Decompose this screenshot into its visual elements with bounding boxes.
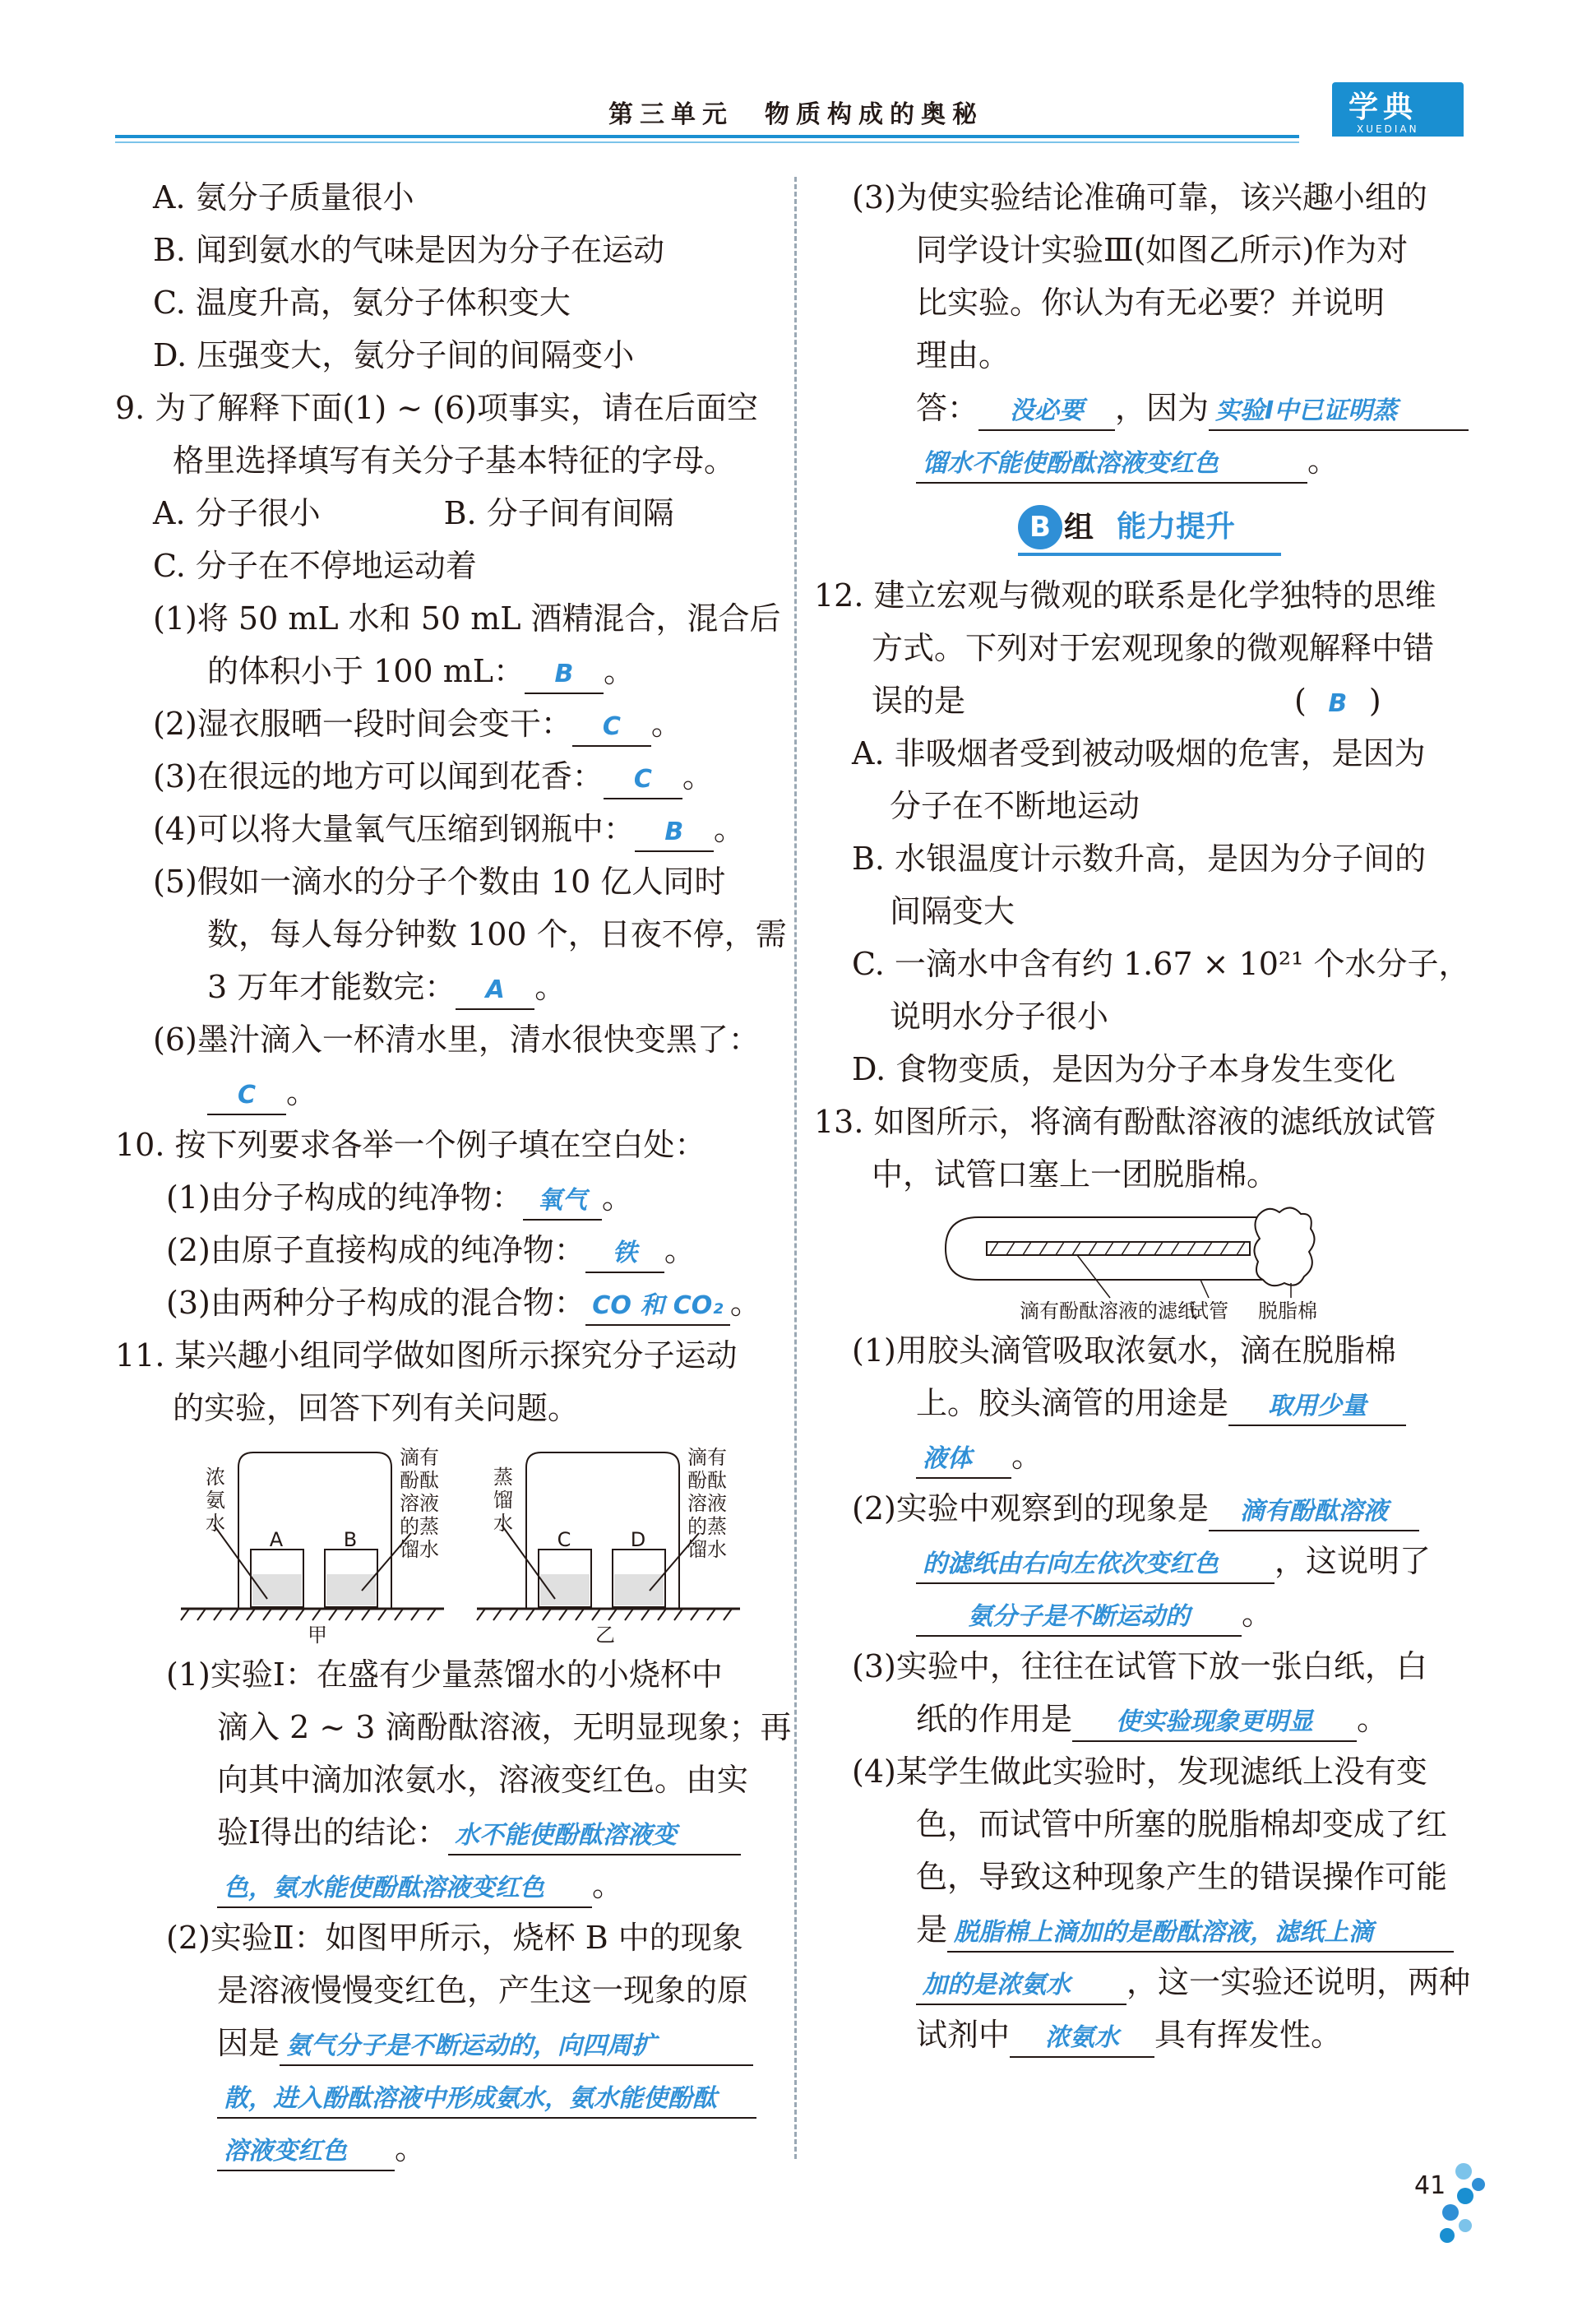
q11-figure-svg (115, 1434, 773, 1648)
q11-part3-cont3: 理由。 (916, 337, 1011, 373)
test-tube (946, 1217, 1274, 1280)
q13-part4-cont4 (814, 1956, 1484, 2008)
q13-part2-text: (2)实验中观察到的现象是 (852, 1490, 1209, 1526)
q9-item-6-cont: C 。 (115, 1066, 773, 1119)
q10-item-1: (1)由分子构成的纯净物： 氧气 。 (115, 1171, 773, 1224)
q11-part3-answer (814, 382, 1484, 434)
q13-answer-4a: 脱脂棉上滴加的是酚酞溶液，滤纸上滴 (947, 1915, 1454, 1953)
brand-logo-text: 学典 (1349, 90, 1418, 124)
section-title: 能力提升 (1117, 510, 1236, 544)
q13-part1: (1)用胶头滴管吸取浓氨水，滴在脱脂棉 (852, 1332, 1396, 1369)
label-phenol-left-3: 溶液 (400, 1492, 439, 1515)
q11-part1-cont4: 色，氨水能使酚酞溶液变红色 。 (115, 1859, 773, 1911)
q13-part3-cont: 纸的作用是 使实验现象更明显 。 (814, 1693, 1484, 1745)
q9-item-3: (3)在很远的地方可以闻到花香： C 。 (115, 750, 773, 803)
header-rule-thin (115, 141, 1299, 143)
q10-stem: 10. 按下列要求各举一个例子填在空白处： (115, 1127, 706, 1163)
q12-option-a: A. 非吸烟者受到被动吸烟的危害，是因为 (852, 735, 1426, 771)
q11-answer-3a: 没必要 (978, 393, 1115, 431)
q10-item-3: (3)由两种分子构成的混合物： CO 和 CO₂ 。 (115, 1276, 773, 1329)
header-rule (115, 135, 1299, 138)
q9-item-5: (5)假如一滴水的分子个数由 10 亿人同时 (153, 864, 726, 900)
q9-item-2-text: (2)湿衣服晒一段时间会变干： (153, 706, 572, 742)
q13-answer-1a: 取用少量 (1228, 1388, 1406, 1426)
q13-part2-cont2: 氨分子是不断运动的 。 (814, 1587, 1484, 1640)
q9-answer-4: B (635, 814, 714, 852)
q10-item-1-text: (1)由分子构成的纯净物： (166, 1179, 523, 1216)
label-conc-ammonia-2: 氨 (206, 1489, 225, 1512)
q13-part4-cont2: 色，导致这种现象产生的错误操作可能 (916, 1859, 1448, 1895)
caption-jia: 甲 (308, 1624, 327, 1647)
q8-option-b: B. 闻到氨水的气味是因为分子在运动 (153, 232, 665, 268)
page-number: 41 (1414, 2171, 1446, 2200)
label-beaker-b: B (343, 1528, 358, 1551)
pointer-tube (1200, 1280, 1209, 1298)
q9-options-ab (115, 487, 773, 540)
label-beaker-d: D (630, 1528, 646, 1551)
q12-option-b: B. 水银温度计示数升高，是因为分子间的 (852, 841, 1427, 877)
label-distilled-2: 馏 (493, 1489, 513, 1512)
label-phenol-left-5: 馏水 (400, 1538, 439, 1561)
q13-figure (814, 1201, 1484, 1324)
q12-option-d: D. 食物变质，是因为分子本身发生变化 (852, 1051, 1396, 1087)
q11-stem: 11. 某兴趣小组同学做如图所示探究分子运动 (115, 1337, 738, 1374)
q13-part2-cont (814, 1535, 1484, 1587)
q9-item-1-text: 的体积小于 100 mL： (207, 653, 525, 689)
q9-item-1: (1)将 50 mL 水和 50 mL 酒精混合，混合后 (153, 600, 781, 637)
q11-part2-cont2 (115, 2017, 773, 2069)
q12-answer: B (1328, 689, 1348, 718)
q11-part1: (1)实验Ⅰ：在盛有少量蒸馏水的小烧杯中 (166, 1656, 723, 1693)
q13-stem-cont: 中，试管口塞上一团脱脂棉。 (872, 1156, 1279, 1193)
q11-part1-cont1: 滴入 2 ~ 3 滴酚酞溶液，无明显现象；再 (217, 1709, 792, 1745)
label-phenol-left-4: 的蒸 (400, 1515, 439, 1538)
label-distilled-3: 水 (493, 1512, 513, 1535)
right-column (814, 171, 1484, 2061)
q9-item-5-cont2: 3 万年才能数完： A 。 (115, 961, 773, 1013)
q9-answer-2: C (572, 709, 651, 747)
q11-part1-cont3 (115, 1806, 773, 1859)
left-column (115, 171, 792, 2175)
unit-title: 第三单元 物质构成的奥秘 (608, 100, 983, 129)
label-beaker-a: A (269, 1528, 284, 1551)
label-phenol-right-5: 馏水 (687, 1538, 727, 1561)
beaker-b-liquid (326, 1574, 376, 1605)
q10-item-2: (2)由原子直接构成的纯净物： 铁 。 (115, 1224, 773, 1276)
label-cotton: 脱脂棉 (1258, 1299, 1317, 1323)
q11-part2: (2)实验Ⅱ：如图甲所示，烧杯 B 中的现象 (166, 1920, 743, 1956)
q9-item-3-text: (3)在很远的地方可以闻到花香： (153, 758, 604, 795)
q9-answer-3: C (604, 762, 682, 799)
q10-item-3-text: (3)由两种分子构成的混合物： (166, 1285, 585, 1321)
q12-option-c: C. 一滴水中含有约 1.67 × 10²¹ 个水分子， (852, 946, 1470, 982)
label-beaker-c: C (557, 1528, 571, 1551)
q11-answer-1a: 水不能使酚酞溶液变 (448, 1818, 741, 1855)
label-test-tube: 试管 (1189, 1299, 1228, 1323)
q13-answer-4c: 浓氨水 (1010, 2020, 1154, 2058)
q11-part3: (3)为使实验结论准确可靠，该兴趣小组的 (852, 179, 1427, 215)
label-phenol-left-1: 滴有 (400, 1446, 439, 1469)
q9-item-5-text: 3 万年才能数完： (207, 969, 456, 1005)
q11-answer-2c: 溶液变红色 (217, 2133, 395, 2171)
q9-answer-6: C (207, 1077, 286, 1115)
q11-part3-cont2: 比实验。你认为有无必要？并说明 (916, 285, 1386, 321)
q10-answer-1: 氧气 (523, 1183, 602, 1221)
q13-part4-text2: ，这一实验还说明，两种 (1126, 1964, 1471, 2000)
q8-option-d: D. 压强变大，氨分子间的间隔变小 (153, 337, 635, 373)
label-phenol-right-2: 酚酞 (687, 1469, 727, 1492)
q11-part2-cont3 (115, 2069, 773, 2122)
answer-because: ，因为 (1115, 390, 1210, 426)
label-distilled-1: 蒸 (493, 1466, 513, 1489)
q11-answer-3c: 馏水不能使酚酞溶液变红色 (916, 446, 1307, 484)
q13-part1-cont (814, 1377, 1484, 1429)
q9-answer-5: A (456, 972, 534, 1010)
q10-item-2-text: (2)由原子直接构成的纯净物： (166, 1232, 585, 1268)
q11-answer-2b: 散，进入酚酞溶液中形成氨水，氨水能使酚酞 (217, 2081, 756, 2119)
q13-part4: (4)某学生做此实验时，发现滤纸上没有变 (852, 1753, 1427, 1790)
label-phenol-right-3: 溶液 (687, 1492, 727, 1515)
section-underline (1018, 553, 1281, 556)
q13-part4-cont3 (814, 1903, 1484, 1956)
q13-part4-text4: 具有挥发性。 (1154, 2017, 1343, 2053)
q13-part3-text: 纸的作用是 (916, 1701, 1073, 1737)
q13-figure-svg (814, 1201, 1484, 1324)
q13-part1-cont2: 液体 。 (814, 1429, 1484, 1482)
section-badge (1018, 503, 1281, 551)
q9-stem-cont: 格里选择填写有关分子基本特征的字母。 (173, 442, 736, 479)
pointer-distilled (502, 1525, 555, 1599)
q13-part2-text2: ，这说明了 (1274, 1543, 1432, 1579)
q9-stem: 9. 为了解释下面(1) ~ (6)项事实，请在后面空 (115, 390, 758, 426)
q8-option-a: A. 氨分子质量很小 (153, 179, 414, 215)
beaker-d-liquid (614, 1574, 664, 1605)
label-conc-ammonia-3: 水 (206, 1512, 225, 1535)
q12-stem-text: 误的是 (872, 683, 966, 719)
q13-part4-text3: 试剂中 (916, 2017, 1011, 2053)
caption-yi: 乙 (595, 1624, 615, 1647)
q13-part4-cont1: 色，而试管中所塞的脱脂棉却变成了红 (916, 1806, 1448, 1842)
q9-item-5-cont: 数，每人每分钟数 100 个，日夜不停，需 (207, 916, 787, 952)
q9-answer-1: B (525, 656, 604, 694)
q12-option-a-cont: 分子在不断地运动 (890, 788, 1140, 824)
section-letter: B (1018, 505, 1062, 549)
q11-part3-answer-cont: 馏水不能使酚酞溶液变红色 。 (814, 434, 1484, 487)
q13-answer-1b: 液体 (916, 1441, 1011, 1479)
q11-answer-1b: 色，氨水能使酚酞溶液变红色 (217, 1870, 592, 1908)
q13-part3: (3)实验中，往往在试管下放一张白纸，白 (852, 1648, 1427, 1684)
q11-part1-text: 验Ⅰ得出的结论： (217, 1814, 449, 1851)
q9-item-4: (4)可以将大量氧气压缩到钢瓶中： B 。 (115, 803, 773, 855)
q13-answer-4b: 加的是浓氨水 (916, 1967, 1126, 2005)
q12-stem: 12. 建立宏观与微观的联系是化学独特的思维 (814, 577, 1436, 614)
q11-part3-cont1: 同学设计实验Ⅲ(如图乙所示)作为对 (916, 232, 1409, 268)
q13-part4-text: 是 (916, 1911, 948, 1948)
filter-paper-hatch (990, 1242, 1245, 1255)
q13-answer-2a: 滴有酚酞溶液 (1209, 1494, 1419, 1531)
q9-option-a: A. 分子很小 (153, 495, 321, 531)
q13-part4-cont5 (814, 2008, 1484, 2061)
q9-item-1-cont: 的体积小于 100 mL： B 。 (115, 645, 773, 697)
answer-prefix: 答： (916, 390, 979, 426)
q8-option-c: C. 温度升高，氨分子体积变大 (153, 285, 571, 321)
q13-part1-text: 上。胶头滴管的用途是 (916, 1385, 1229, 1421)
brand-logo-subtext: XUEDIAN (1357, 123, 1419, 135)
column-divider (794, 177, 797, 2159)
q11-answer-2a: 氨气分子是不断运动的，向四周扩 (280, 2028, 753, 2066)
q11-stem-cont: 的实验，回答下列有关问题。 (173, 1390, 580, 1426)
q13-stem: 13. 如图所示，将滴有酚酞溶液的滤纸放试管 (814, 1104, 1436, 1140)
q9-option-c: C. 分子在不停地运动着 (153, 548, 477, 584)
q13-answer-2c: 氨分子是不断运动的 (916, 1599, 1242, 1637)
cotton-plug (1254, 1207, 1314, 1286)
bench-hatch (181, 1609, 732, 1620)
page-corner-decoration (1414, 2155, 1488, 2245)
q11-part2-text: 因是 (217, 2025, 280, 2061)
pointer-ammonia (214, 1525, 267, 1599)
label-phenol-right-1: 滴有 (687, 1446, 727, 1469)
q10-answer-2: 铁 (585, 1235, 664, 1273)
q12-option-c-cont: 说明水分子很小 (890, 998, 1109, 1035)
q11-part2-cont4: 溶液变红色 。 (115, 2122, 773, 2175)
q9-item-4-text: (4)可以将大量氧气压缩到钢瓶中： (153, 811, 635, 847)
q13-answer-2b: 的滤纸由右向左依次变红色 (916, 1546, 1274, 1584)
q11-answer-3b: 实验Ⅰ中已证明蒸 (1209, 393, 1469, 431)
q12-stem-cont1: 方式。下列对于宏观现象的微观解释中错 (872, 630, 1435, 666)
q10-answer-3: CO 和 CO₂ (585, 1288, 730, 1326)
section-zu: 组 (1064, 510, 1094, 544)
label-filter-paper: 滴有酚酞溶液的滤纸 (1020, 1299, 1197, 1323)
section-header-b (814, 487, 1484, 569)
q9-option-b: B. 分子间有间隔 (443, 495, 674, 531)
q9-item-2: (2)湿衣服晒一段时间会变干： C 。 (115, 697, 773, 750)
label-phenol-right-4: 的蒸 (687, 1515, 727, 1538)
q13-part2 (814, 1482, 1484, 1535)
page-header (115, 82, 1464, 148)
q11-part1-cont2: 向其中滴加浓氨水，溶液变红色。由实 (217, 1762, 749, 1798)
q11-part2-cont1: 是溶液慢慢变红色，产生这一现象的原 (217, 1972, 749, 2008)
q13-answer-3: 使实验现象更明显 (1072, 1704, 1357, 1742)
pointer-paper (1077, 1255, 1110, 1298)
q11-figure (115, 1434, 773, 1648)
q12-stem-cont2: 误的是 ( B ) (814, 674, 1484, 727)
q12-option-b-cont: 间隔变大 (890, 893, 1015, 929)
label-phenol-left-2: 酚酞 (400, 1469, 439, 1492)
label-conc-ammonia-1: 浓 (206, 1466, 225, 1489)
q9-item-6: (6)墨汁滴入一杯清水里，清水很快变黑了： (153, 1022, 760, 1058)
